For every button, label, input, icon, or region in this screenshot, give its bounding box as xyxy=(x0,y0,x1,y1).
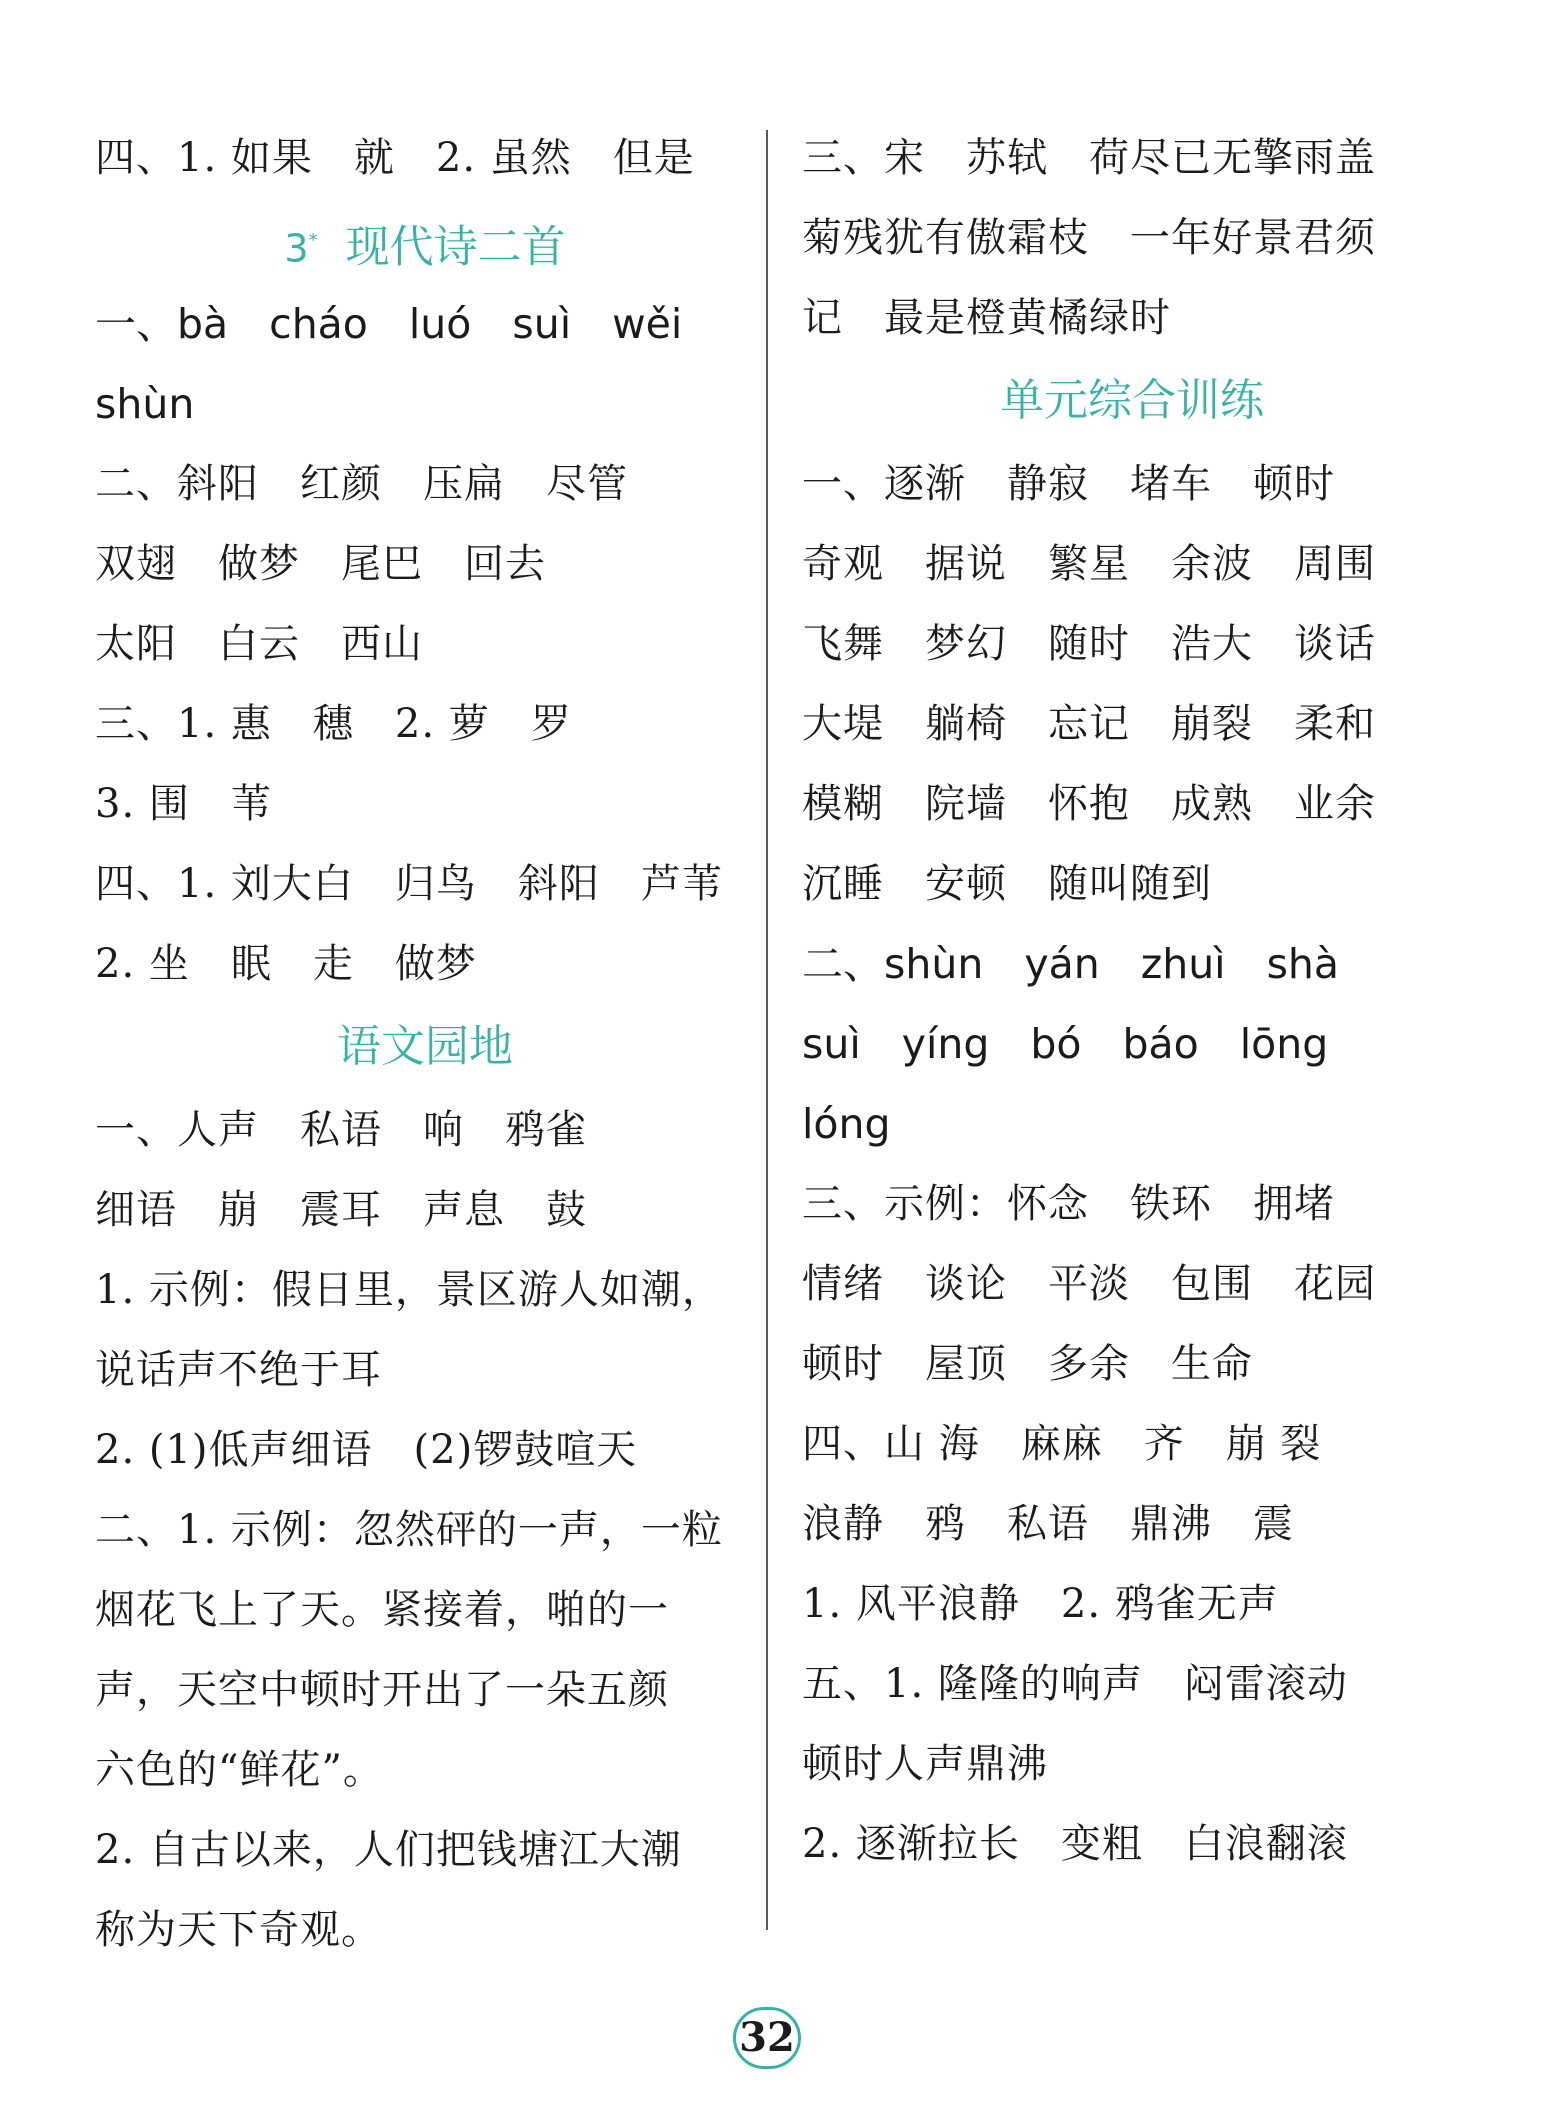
answer-line: 二、斜阳 红颜 压扁 尽管 xyxy=(95,461,628,507)
column-divider xyxy=(766,130,768,1930)
answer-line-pinyin: lóng xyxy=(802,1100,891,1148)
section-heading-unit-training: 单元综合训练 xyxy=(1000,375,1264,426)
answer-line: 奇观 据说 繁星 余波 周围 xyxy=(802,541,1376,587)
answer-line: 大堤 躺椅 忘记 崩裂 柔和 xyxy=(802,701,1376,747)
lesson-number: 3 xyxy=(284,226,309,271)
answer-line: 2. 逐渐拉长 变粗 白浪翻滚 xyxy=(802,1821,1348,1867)
answer-line-pinyin: suì yíng bó báo lōng xyxy=(802,1020,1329,1068)
right-column xyxy=(802,118,1462,1884)
answer-line-pinyin: 一、bà cháo luó suì wěi xyxy=(95,300,683,348)
answer-line: 四、1. 刘大白 归鸟 斜阳 芦苇 xyxy=(95,861,723,907)
answer-line: 二、1. 示例：忽然砰的一声，一粒 xyxy=(95,1507,723,1553)
answer-line: 顿时人声鼎沸 xyxy=(802,1741,1048,1787)
section-heading-garden: 语文园地 xyxy=(337,1021,513,1072)
answer-line: 细语 崩 震耳 声息 鼓 xyxy=(95,1187,587,1233)
answer-line: 太阳 白云 西山 xyxy=(95,621,423,667)
section-heading-poems xyxy=(95,198,755,284)
answer-line: 飞舞 梦幻 随时 浩大 谈话 xyxy=(802,621,1376,667)
lesson-title: 现代诗二首 xyxy=(345,221,566,273)
answer-line: 称为天下奇观。 xyxy=(95,1907,382,1953)
answer-line: 声，天空中顿时开出了一朵五颜 xyxy=(95,1667,669,1713)
answer-line: 双翅 做梦 尾巴 回去 xyxy=(95,541,546,587)
answer-line: 记 最是橙黄橘绿时 xyxy=(802,295,1171,341)
answer-line: 五、1. 隆隆的响声 闷雷滚动 xyxy=(802,1661,1348,1707)
answer-line-pinyin: 二、shùn yán zhuì shà xyxy=(802,940,1340,988)
answer-line: 顿时 屋顶 多余 生命 xyxy=(802,1341,1253,1387)
answer-line: 浪静 鸦 私语 鼎沸 震 xyxy=(802,1501,1294,1547)
answer-line: 情绪 谈论 平淡 包围 花园 xyxy=(802,1261,1376,1307)
answer-line: 2. (1)低声细语 (2)锣鼓喧天 xyxy=(95,1427,638,1473)
answer-line: 1. 风平浪静 2. 鸦雀无声 xyxy=(802,1581,1279,1627)
answer-line: 2. 坐 眠 走 做梦 xyxy=(95,941,477,987)
answer-line: 一、逐渐 静寂 堵车 顿时 xyxy=(802,461,1335,507)
answer-line: 四、1. 如果 就 2. 虽然 但是 xyxy=(95,135,695,181)
answer-line: 三、1. 惠 穗 2. 萝 罗 xyxy=(95,701,572,747)
answer-line: 2. 自古以来，人们把钱塘江大潮 xyxy=(95,1827,682,1873)
answer-line: 说话声不绝于耳 xyxy=(95,1347,382,1393)
answer-line: 三、宋 苏轼 荷尽已无擎雨盖 xyxy=(802,135,1376,181)
optional-lesson-mark: * xyxy=(308,230,318,251)
answer-line: 烟花飞上了天。紧接着，啪的一 xyxy=(95,1587,669,1633)
answer-line: 1. 示例：假日里，景区游人如潮， xyxy=(95,1267,723,1313)
page-number: 32 xyxy=(733,2007,801,2069)
answer-line: 3. 围 苇 xyxy=(95,781,272,827)
left-column xyxy=(95,118,755,1970)
answer-line-pinyin: shùn xyxy=(95,380,195,428)
answer-line: 菊残犹有傲霜枝 一年好景君须 xyxy=(802,215,1376,261)
answer-line: 六色的“鲜花”。 xyxy=(95,1747,384,1793)
answer-line: 四、山 海 麻麻 齐 崩 裂 xyxy=(802,1421,1322,1467)
answer-line: 沉睡 安顿 随叫随到 xyxy=(802,861,1212,907)
answer-line: 模糊 院墙 怀抱 成熟 业余 xyxy=(802,781,1376,827)
answer-line: 一、人声 私语 响 鸦雀 xyxy=(95,1107,587,1153)
answer-line: 三、示例：怀念 铁环 拥堵 xyxy=(802,1181,1335,1227)
